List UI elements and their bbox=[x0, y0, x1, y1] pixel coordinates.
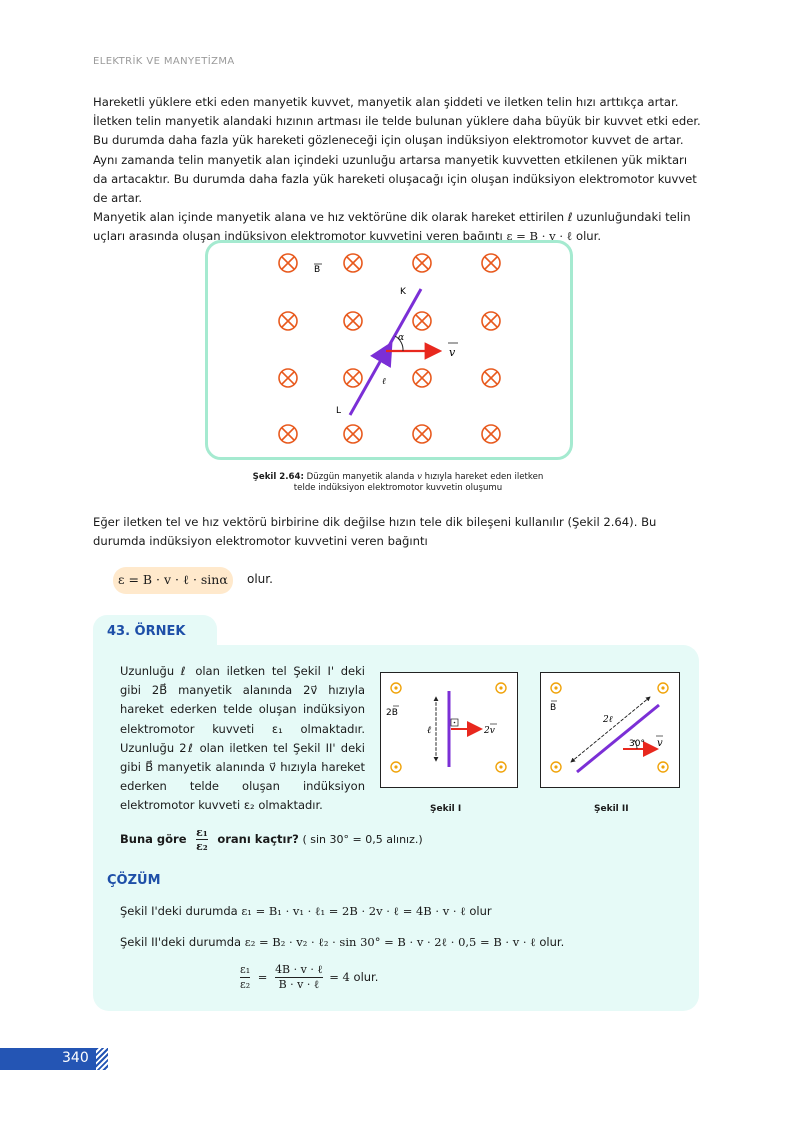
ratio-end: olur. bbox=[353, 970, 379, 984]
field-into-page-icon bbox=[344, 254, 362, 272]
caption-line-2: telde indüksiyon elektromotor kuvvetin oluşumu bbox=[293, 483, 503, 493]
intro-text-2c: olur. bbox=[575, 229, 602, 244]
page-number: 340 bbox=[62, 1050, 89, 1066]
figure-I-svg bbox=[381, 673, 517, 787]
field-into-page-icon bbox=[413, 425, 431, 443]
field-into-page-icon bbox=[344, 312, 362, 330]
field-into-page-icon bbox=[413, 254, 431, 272]
field-into-page-icon bbox=[482, 425, 500, 443]
page-number-hatch bbox=[96, 1048, 108, 1070]
caption-line-1 bbox=[228, 472, 568, 483]
right-angle-dot bbox=[454, 722, 456, 724]
figure-I bbox=[380, 672, 518, 788]
ratio-fraction-left bbox=[240, 963, 250, 992]
field-label-II: B bbox=[550, 703, 557, 713]
intro-formula: ε = B · v · ℓ bbox=[506, 229, 573, 244]
solution-line-2 bbox=[120, 935, 564, 949]
v-label: v bbox=[449, 346, 456, 359]
B-label: B bbox=[314, 265, 321, 275]
field-into-page-icon bbox=[482, 369, 500, 387]
ratio-num: ε₁ bbox=[240, 963, 251, 976]
figure-2-64 bbox=[205, 240, 573, 460]
field-into-page-icon bbox=[279, 254, 297, 272]
intro-text-2a: Manyetik alan içinde manyetik alana ve hız vektörüne dik olarak hareket ettirilen bbox=[93, 210, 565, 225]
field-into-page-icon bbox=[413, 312, 431, 330]
figure-2-64-svg bbox=[208, 243, 570, 457]
ratio-rhs-num: 4B · v · ℓ bbox=[275, 963, 323, 976]
magnetic-field-into-page-icons bbox=[279, 254, 500, 443]
velocity-label-II: v bbox=[657, 738, 663, 749]
caption-text-1b: hızıyla hareket eden iletken bbox=[424, 472, 544, 482]
field-into-page-icon bbox=[344, 369, 362, 387]
question-lead: Buna göre bbox=[120, 832, 187, 846]
running-header: ELEKTRİK VE MANYETİZMA bbox=[93, 56, 235, 67]
field-into-page-icon bbox=[279, 425, 297, 443]
example-body bbox=[120, 662, 365, 816]
velocity-label-I: 2v bbox=[484, 726, 495, 736]
K-label: K bbox=[400, 287, 406, 297]
example-body-text: Uzunluğu ℓ olan iletken tel Şekil I' deki gibi 2B⃗ manyetik alanında 2v⃗ hızıyla hareket ederken telde oluşan indüksiyon elektromotor kuvveti ε₁ olmaktadır. Uzunluğu 2ℓ olan iletken tel Şekil II' deki gibi B⃗ manyetik alanında v⃗ hızıyla hareket ederken telde oluşan indüksiyon elektromotor kuvveti ε₂ olmaktadır. bbox=[120, 664, 365, 813]
example-title: 43. ÖRNEK bbox=[107, 624, 186, 639]
caption-label: Şekil 2.64: bbox=[252, 472, 304, 482]
intro-paragraph bbox=[93, 93, 703, 247]
field-into-page-icon bbox=[279, 369, 297, 387]
solution-line-1-end: olur bbox=[469, 904, 492, 918]
solution-ratio bbox=[240, 963, 378, 992]
intro-ell: ℓ bbox=[567, 210, 573, 225]
ratio-equals: = bbox=[257, 970, 268, 984]
field-label-I: 2B bbox=[386, 708, 398, 718]
figure-I-caption: Şekil I bbox=[430, 804, 462, 814]
solution-line-2-text: Şekil II'deki durumda bbox=[120, 935, 242, 949]
question-frac-den: ε₂ bbox=[196, 840, 208, 853]
field-into-page-icon bbox=[413, 369, 431, 387]
figure-II bbox=[540, 672, 680, 788]
question-fraction bbox=[196, 826, 208, 853]
solution-line-1 bbox=[120, 904, 492, 918]
solution-line-1-math: ε₁ = B₁ · v₁ · ℓ₁ = 2B · 2v · ℓ = 4B · v · ℓ bbox=[241, 904, 466, 918]
figure-II-svg bbox=[541, 673, 679, 787]
figure-II-caption: Şekil II bbox=[594, 804, 629, 814]
caption-v: v bbox=[417, 472, 422, 482]
emf-formula: ε = B · v · ℓ · sinα bbox=[118, 572, 228, 587]
question-hint: ( sin 30° = 0,5 alınız.) bbox=[302, 833, 423, 846]
angle-label-II: 30° bbox=[629, 739, 645, 749]
solution-line-2-math: ε₂ = B₂ · v₂ · ℓ₂ · sin 30° = B · v · 2ℓ · 0,5 = B · v · ℓ bbox=[244, 935, 536, 949]
solution-line-2-end: olur. bbox=[539, 935, 565, 949]
solution-line-1-text: Şekil I'deki durumda bbox=[120, 904, 238, 918]
paragraph-2-text: Eğer iletken tel ve hız vektörü birbirine dik değilse hızın tele dik bileşeni kullanılır (Şekil 2.64). Bu durumda indüksiyon elektromotor kuvvetini veren bağıntı bbox=[93, 515, 657, 549]
ratio-den: ε₂ bbox=[240, 978, 251, 991]
intro-text-2b: uzunluğundaki telin uçları arasında oluşan indüksiyon elektromotor kuvvetini veren bağıntı bbox=[93, 210, 691, 244]
length-dim-II-back bbox=[571, 697, 650, 762]
field-into-page-icon bbox=[482, 312, 500, 330]
ell-label: ℓ bbox=[382, 377, 386, 387]
field-into-page-icon bbox=[279, 312, 297, 330]
caption-text-1: Düzgün manyetik alanda bbox=[306, 472, 415, 482]
intro-text-1: Hareketli yüklere etki eden manyetik kuvvet, manyetik alan şiddeti ve iletken telin hızı arttıkça artar. İletken telin manyetik alandaki hızının artması ile telde bulunan yüklere daha büyük bir kuvvet etki eder. Bu durumda daha fazla yük hareketi gözleneceği için oluşan indüksiyon elektromotor kuvvet de artar. Aynı zamanda telin manyetik alan içindeki uzunluğu artarsa manyetik kuvvetten etkilenen yük miktarı da artacaktır. Bu durumda daha fazla yük hareketi oluşacağı için oluşan indüksiyon elektromotor kuvvet de artar. bbox=[93, 95, 701, 206]
ratio-result: = 4 bbox=[329, 970, 350, 984]
ratio-rhs-den: B · v · ℓ bbox=[278, 978, 320, 991]
L-label: L bbox=[336, 406, 342, 416]
field-into-page-icon bbox=[344, 425, 362, 443]
paragraph-2 bbox=[93, 513, 703, 551]
alpha-label: α bbox=[398, 333, 405, 343]
question-main: oranı kaçtır? bbox=[217, 832, 299, 846]
example-question bbox=[120, 826, 423, 853]
length-label-II: 2ℓ bbox=[603, 715, 613, 725]
wire-II bbox=[577, 705, 659, 772]
field-into-page-icon bbox=[482, 254, 500, 272]
question-frac-num: ε₁ bbox=[196, 826, 208, 839]
formula-suffix: olur. bbox=[247, 572, 273, 586]
figure-2-64-caption bbox=[228, 472, 568, 494]
dot-field-icons-II bbox=[551, 683, 668, 772]
solution-title: ÇÖZÜM bbox=[107, 873, 161, 888]
ratio-fraction-right bbox=[275, 963, 323, 992]
length-label-I: ℓ bbox=[427, 725, 432, 736]
